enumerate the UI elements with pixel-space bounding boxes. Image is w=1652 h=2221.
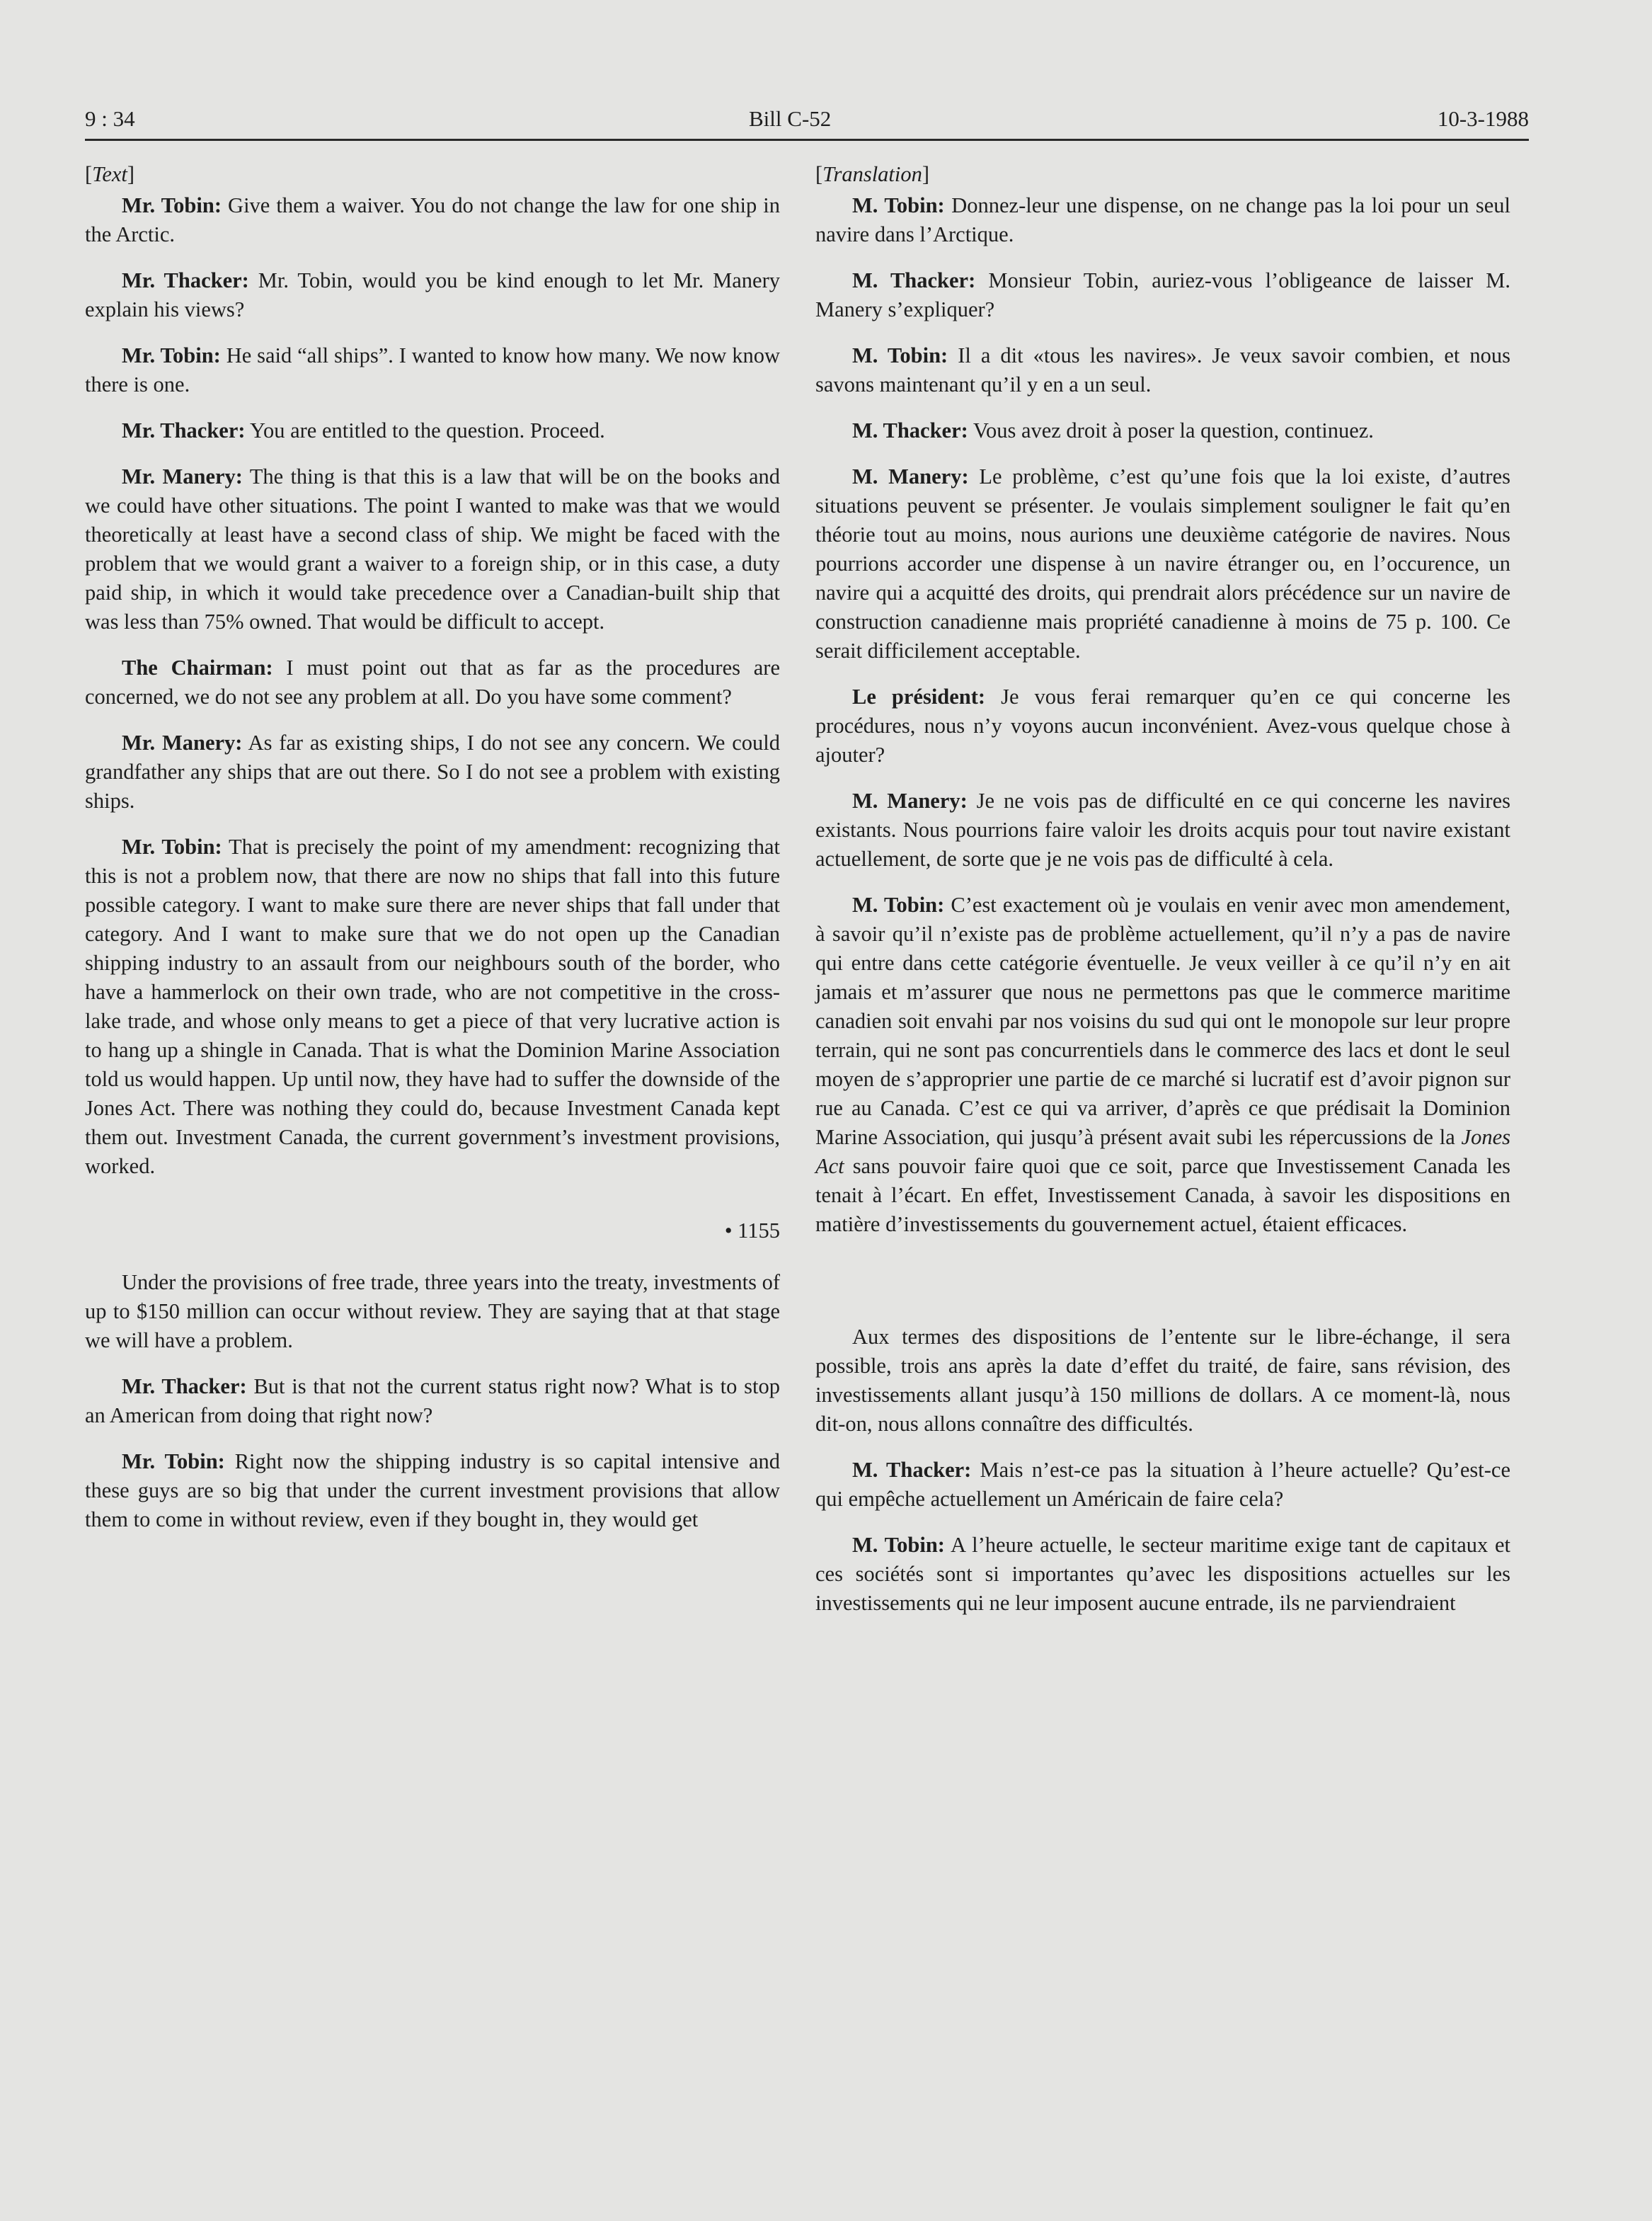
speech-text: C’est exactement où je voulais en venir avec mon amendement, à savoir qu’il n’existe pas de problème actuellement, qu’il n’y a pas de navire qui entre dans cette catégorie éventuelle. Je veux veiller à ce qu’il n’y en ait jamais et m’assurer que nous ne permettons pas que le commerce maritime canadien soit envahi par nos voisins du sud qui ont le monopole sur leur propre terrain, qui ne sont pas concurrentiels dans le commerce des lacs et dont le seul moyen de s’approprier une partie de ce marché si lucratif est d’avoir pignon sur rue au Canada. C’est ce qui va arriver, d’après ce que prédisait la Dominion Marine Association, qui jusqu’à présent avait subi les répercussions de la (815, 893, 1510, 1149)
speech-text: Monsieur Tobin, auriez-vous l’obligeance de laisser M. Manery s’expliquer? (815, 268, 1511, 321)
speech-text: That is precisely the point of my amendment: recognizing that this is not a problem now, that there are now no ships that fall into this future possible category. I want to make sure there are never ships that fall under that category. And I want to make sure that we do not open up the Canadian shipping industry to an assault from our neighbours south of the border, who have a hammerlock on their own trade, who are not competitive in the cross-lake trade, and whose only means to get a piece of that very lucrative action is to hang up a shingle in Canada. That is what the Dominion Marine Association told us would happen. Up until now, they have had to suffer the downside of the Jones Act. There was nothing they could do, because Investment Canada kept them out. Investment Canada, the current government’s investment provisions, worked. (85, 835, 780, 1178)
speaker-name: Le président: (852, 685, 986, 709)
speaker-name: The Chairman: (122, 656, 273, 680)
speech-text: sans pouvoir faire quoi que ce soit, parce que Investissement Canada les tenait à l’écart. En effet, Investissement Canada, à savoir les dispositions en matière d’investissements du gouvernement actuel, étaient efficaces. (815, 1154, 1510, 1236)
speaker-name: Mr. Tobin: (122, 835, 222, 859)
transcript-paragraph (85, 653, 780, 712)
speech-text: You are entitled to the question. Proceed. (245, 418, 605, 443)
speaker-name: Mr. Tobin: (122, 193, 222, 217)
transcript-paragraph (85, 833, 780, 1181)
transcript-paragraph (85, 1447, 780, 1534)
english-column (85, 160, 780, 1551)
transcript-paragraph (815, 462, 1510, 666)
stamp-spacer (815, 1256, 1510, 1323)
speaker-name: Mr. Thacker: (122, 418, 246, 443)
speaker-name: Mr. Manery: (122, 731, 243, 755)
speaker-name: M. Tobin: (852, 343, 948, 367)
speech-text: Vous avez droit à poser la question, continuez. (968, 418, 1374, 443)
speaker-name: M. Manery: (852, 789, 968, 813)
speaker-name: M. Manery: (852, 464, 969, 489)
transcript-paragraph (815, 416, 1510, 445)
speech-text: Aux termes des dispositions de l’entente sur le libre-échange, il sera possible, trois ans après la date d’effet du traité, de faire, sans révision, des investissements allant jusqu’à 150 millions de dollars. A ce moment-là, nous dit-on, nous allons connaître des difficultés. (815, 1325, 1510, 1436)
speech-text: Mais n’est-ce pas la situation à l’heure actuelle? Qu’est-ce qui empêche actuellement un Américain de faire cela? (815, 1458, 1511, 1511)
transcript-paragraph (815, 1456, 1510, 1514)
speech-text: He said “all ships”. I wanted to know how many. We now know there is one. (85, 343, 781, 396)
speaker-name: Mr. Tobin: (122, 1449, 225, 1473)
transcript-paragraph (815, 891, 1510, 1239)
speaker-name: Mr. Thacker: (122, 268, 249, 292)
transcript-paragraph (815, 266, 1510, 324)
speaker-name: M. Tobin: (852, 893, 945, 917)
page-header (85, 101, 1529, 143)
speech-text: I must point out that as far as the procedures are concerned, we do not see any problem at all. Do you have some comment? (85, 656, 780, 709)
header-rule (85, 139, 1529, 141)
speech-text: Je ne vois pas de difficulté en ce qui concerne les navires existants. Nous pourrions faire valoir les droits acquis pour tout navire existant actuellement, de sorte que je ne vois pas de difficulté à cela. (815, 789, 1510, 871)
transcript-paragraph (815, 341, 1510, 399)
speech-text: Right now the shipping industry is so capital intensive and these guys are so big that under the current investment provisions that allow them to come in without review, even if they bought in, they would get (85, 1449, 780, 1531)
speaker-name: M. Tobin: (852, 1533, 945, 1557)
speaker-name: M. Thacker: (852, 268, 976, 292)
speech-text: Mr. Tobin, would you be kind enough to let Mr. Manery explain his views? (85, 268, 781, 321)
speaker-name: Mr. Thacker: (122, 1374, 247, 1398)
speech-text: Je vous ferai remarquer qu’en ce qui concerne les procédures, nous n’y voyons aucun inconvénient. Avez-vous quelque chose à ajouter? (815, 685, 1510, 767)
language-label: [Text] (85, 162, 135, 186)
french-column (815, 160, 1510, 1635)
transcript-paragraph (85, 341, 780, 399)
speech-text: As far as existing ships, I do not see any concern. We could grandfather any ships that are out there. So I do not see a problem with existing ships. (85, 731, 780, 813)
page-number: 9 : 34 (85, 106, 135, 131)
speaker-name: M. Thacker: (852, 1458, 972, 1482)
transcript-paragraph (815, 787, 1510, 874)
transcript-paragraph (85, 191, 780, 249)
language-label: [Translation] (815, 162, 930, 186)
speaker-name: M. Thacker: (852, 418, 968, 443)
transcript-paragraph (815, 191, 1510, 249)
time-stamp: • 1155 (724, 1218, 780, 1243)
speech-text: Give them a waiver. You do not change the law for one ship in the Arctic. (85, 193, 780, 246)
speaker-name: Mr. Manery: (122, 464, 243, 489)
statute-title: Jones Act (815, 1125, 1510, 1178)
bill-title: Bill C-52 (749, 106, 832, 131)
transcript-paragraph (815, 683, 1510, 770)
transcript-paragraph (815, 1531, 1510, 1618)
speech-text: Donnez-leur une dispense, on ne change pas la loi pour un seul navire dans l’Arctique. (815, 193, 1510, 246)
transcript-paragraph (85, 729, 780, 816)
transcript-paragraph (85, 1372, 780, 1430)
speech-text: Il a dit «tous les navires». Je veux savoir combien, et nous savons maintenant qu’il y en a un seul. (815, 343, 1510, 396)
transcript-paragraph (85, 462, 780, 636)
transcript-paragraph (815, 1323, 1510, 1439)
speech-text: The thing is that this is a law that will be on the books and we could have other situations. The point I wanted to make was that we would theoretically at least have a second class of ship. We might be faced with the problem that we would grant a waiver to a foreign ship, or in this case, a duty paid ship, in which it would take precedence over a Canadian-built ship that was less than 75% owned. That would be difficult to accept. (85, 464, 780, 634)
meeting-date: 10-3-1988 (1437, 106, 1529, 131)
speech-text: Le problème, c’est qu’une fois que la loi existe, d’autres situations peuvent se présenter. Je voulais simplement souligner le fait qu’en théorie tout au moins, nous aurions une deuxième catégorie de navires. Nous pourrions accorder une dispense à un navire étranger ou, en l’occurence, un navire qui a acquitté des droits, qui prendrait alors précédence sur un navire de construction canadienne mais propriété canadienne à moins de 75 p. 100. Ce serait difficilement acceptable. (815, 464, 1510, 663)
speech-text: But is that not the current status right now? What is to stop an American from doing that right now? (85, 1374, 781, 1427)
transcript-paragraph (85, 416, 780, 445)
speaker-name: Mr. Tobin: (122, 343, 221, 367)
transcript-paragraph (85, 1268, 780, 1355)
transcript-paragraph (85, 266, 780, 324)
speech-text: Under the provisions of free trade, three years into the treaty, investments of up to $150 million can occur without review. They are saying that at that stage we will have a problem. (85, 1270, 780, 1352)
speaker-name: M. Tobin: (852, 193, 945, 217)
speech-text: A l’heure actuelle, le secteur maritime exige tant de capitaux et ces sociétés sont si importantes qu’avec les dispositions actuelles sur les investissements qui ne leur imposent aucune entrade, ils ne parviendraient (815, 1533, 1510, 1615)
